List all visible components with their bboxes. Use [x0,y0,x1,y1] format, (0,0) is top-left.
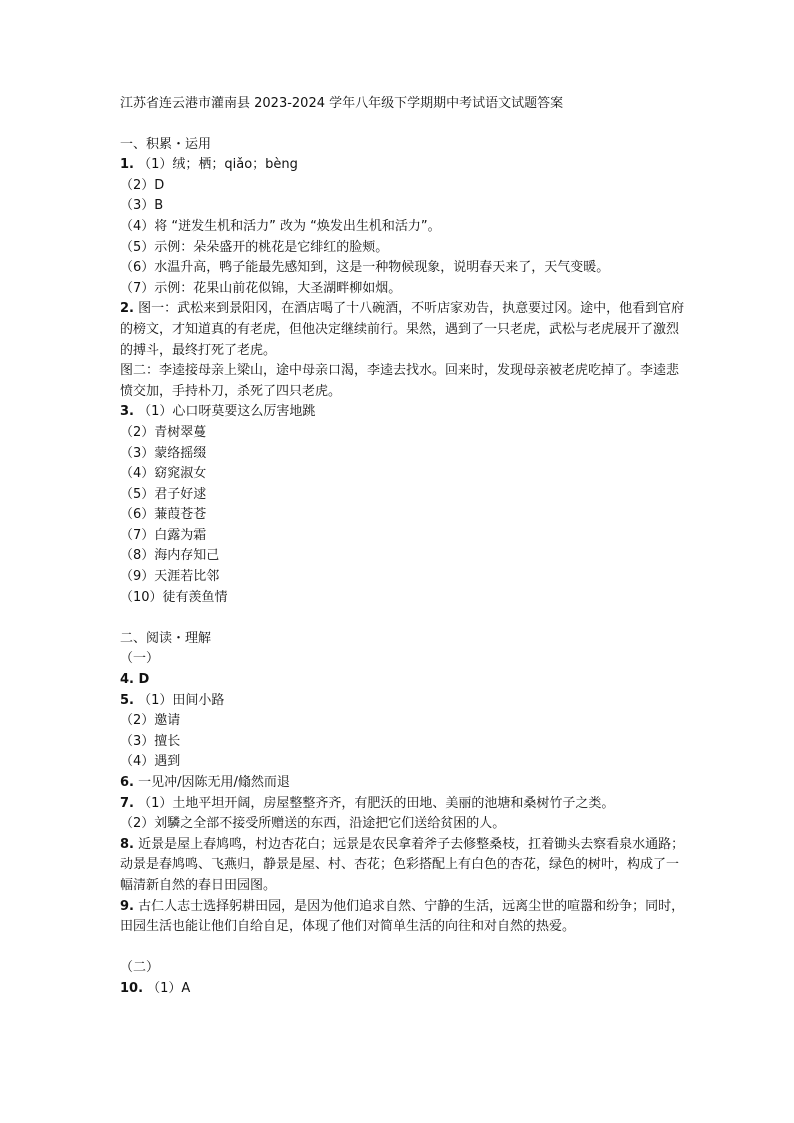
question-number: 10. [120,980,144,996]
question-number: 1. [120,157,134,173]
answer-line [120,464,690,485]
document-title: 江苏省连云港市灌南县 2023-2024 学年八年级下学期期中考试语文试题答案 [120,96,564,111]
answer-line [120,485,690,506]
answer-text: （二） [120,960,160,976]
answer-text: 一见冲/因陈无用/翛然而退 [133,775,290,790]
answer-text: （8）海内存知己 [120,548,220,564]
answer-line [120,361,690,402]
answer-line [120,958,690,979]
answer-text: （3）B [120,198,164,214]
section-gap [120,608,690,629]
answer-text: （6）蒹葭苍苍 [120,507,207,523]
answer-text: （2）刘驎之全部不接受所赠送的东西，沿途把它们送给贫困的人。 [120,816,506,832]
answer-line [120,897,690,938]
answer-line [120,588,690,609]
answer-line [120,979,690,1000]
answer-line [120,279,690,300]
section-heading: 一、积累・运用 [120,136,212,152]
answer-text: 近景是屋上春鸠鸣，村边杏花白；远景是农民拿着斧子去修整桑枝，扛着锄头去察看泉水通路；动景是春鸠鸣、飞燕归，静景是屋、村、杏花；色彩搭配上有白色的杏花，绿色的树叶，构成了一幅清新自然的春日田园图。 [120,836,685,893]
question-number: 7. [120,795,134,811]
answer-text: （1）田间小路 [133,692,225,708]
answer-text: （2）D [120,177,165,193]
answer-line [120,835,690,897]
answer-line [120,217,690,238]
answer-line [120,444,690,465]
question-number: 9. [120,898,134,914]
question-number: 4. D [120,672,150,688]
question-number: 6. [120,775,134,790]
answer-line [120,567,690,588]
answer-line [120,238,690,259]
answer-text: （10）徒有羡鱼情 [120,589,228,605]
section-heading: 二、阅读・理解 [120,630,212,646]
answer-line [120,176,690,197]
answer-line [120,814,690,835]
answer-line [120,773,690,794]
answer-text: （7）示例：花果山前花似锦，大圣湖畔柳如烟。 [120,280,402,296]
answer-text: 图一：武松来到景阳冈，在酒店喝了十八碗酒，不听店家劝告，执意要过冈。途中，他看到官府的榜文，才知道真的有老虎，但他决定继续前行。果然，遇到了一只老虎，武松与老虎展开了激烈的搏斗，最终打死了老虎。 [120,301,685,358]
answer-line [120,196,690,217]
answer-text: （2）青树翠蔓 [120,424,207,440]
answer-text: （1）土地平坦开阔，房屋整整齐齐，有肥沃的田地、美丽的池塘和桑树竹子之类。 [133,795,615,811]
answer-text: （1）绒；栖；qiǎo；bèng [133,157,298,173]
answer-line [120,691,690,712]
answer-text: （9）天涯若比邻 [120,569,220,585]
answer-line [120,299,690,361]
answer-line [120,258,690,279]
answer-text: （一） [120,651,160,667]
answer-text: （3）蒙络摇缀 [120,445,207,461]
answer-text: （4）窈窕淑女 [120,466,207,482]
question-number: 8. [120,836,134,852]
answer-line [120,711,690,732]
answer-text: （2）邀请 [120,713,181,729]
answer-line [120,732,690,753]
answer-line [120,670,690,691]
answer-text: （4）将 “迸发生机和活力” 改为 “焕发出生机和活力”。 [120,218,441,234]
section-gap [120,938,690,959]
answer-text: 古仁人志士选择躬耕田园，是因为他们追求自然、宁静的生活，远离尘世的喧嚣和纷争；同时，田园生活也能让他们自给自足，体现了他们对简单生活的向往和对自然的热爱。 [120,898,685,935]
answer-content [120,135,690,1000]
answer-line [120,794,690,815]
answer-line [120,155,690,176]
answer-text: （6）水温升高，鸭子能最先感知到，这是一种物候现象，说明春天来了，天气变暖。 [120,260,610,276]
document-page [120,94,690,1000]
answer-line [120,752,690,773]
answer-text: （4）遇到 [120,754,181,770]
answer-text: （3）擅长 [120,733,181,749]
question-number: 5. [120,692,134,708]
answer-text: （1）A [143,980,191,996]
answer-text: （7）白露为霜 [120,527,207,543]
answer-line [120,649,690,670]
answer-line [120,402,690,423]
answer-text: 图二：李逵接母亲上梁山，途中母亲口渴，李逵去找水。回来时，发现母亲被老虎吃掉了。李逵悲愤交加，手持朴刀，杀死了四只老虎。 [120,363,680,399]
answer-line [120,505,690,526]
answer-line [120,423,690,444]
answer-text: （5）君子好逑 [120,486,207,502]
answer-line [120,546,690,567]
answer-line [120,526,690,547]
answer-text: （1）心口呀莫要这么厉害地跳 [133,404,316,420]
question-number: 3. [120,404,134,420]
answer-text: （5）示例：朵朵盛开的桃花是它绯红的脸颊。 [120,239,389,255]
question-number: 2. [120,301,134,317]
